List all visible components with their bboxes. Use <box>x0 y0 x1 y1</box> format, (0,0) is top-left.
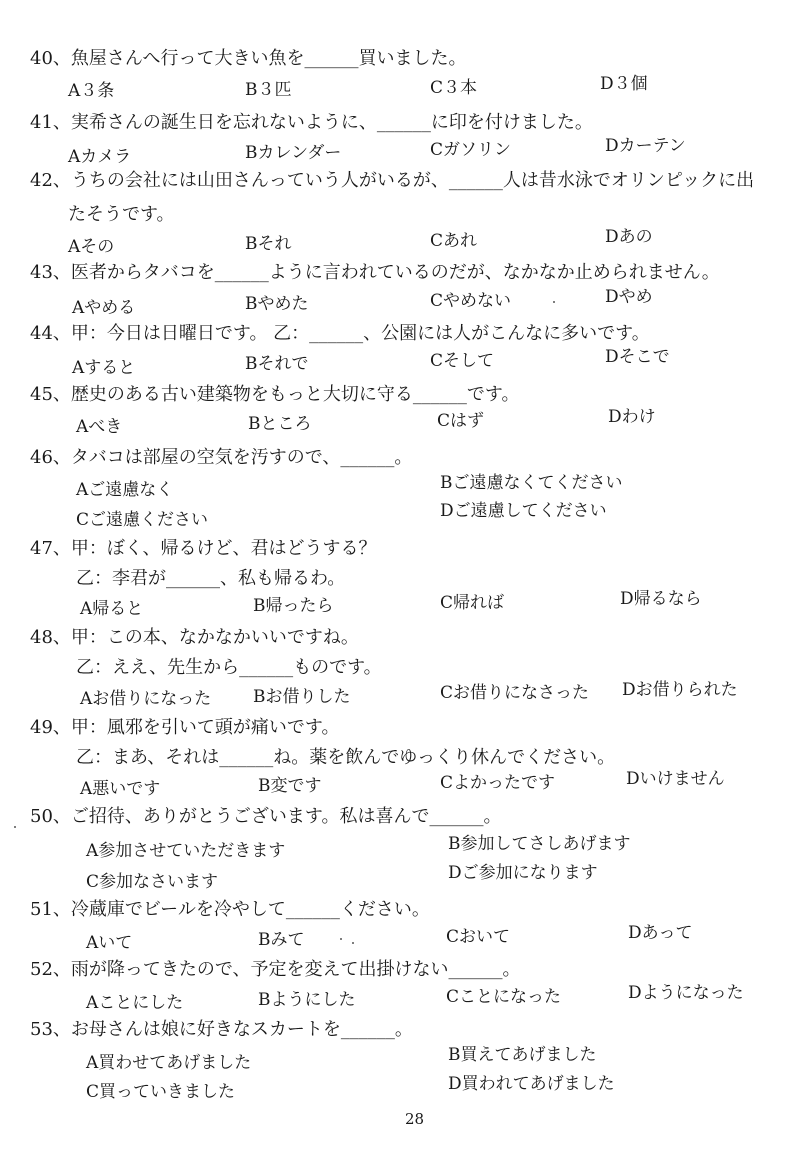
question-44-option-c: Cそして <box>430 351 495 371</box>
question-52-option-c: Cことになった <box>446 987 562 1007</box>
question-45-option-b: Bところ <box>248 414 312 434</box>
question-47-option-c: C帰れば <box>440 593 505 613</box>
question-47-option-a: A帰ると <box>80 599 144 619</box>
question-43-stem: 43、医者からタバコを______ように言われているのだが、なかなか止められません。 <box>30 262 720 283</box>
scan-speck <box>553 301 555 303</box>
question-51-option-b: Bみて <box>258 930 305 950</box>
question-50-option-a: A参加させていただきます <box>86 841 286 861</box>
scan-speck <box>352 942 354 944</box>
question-41-option-b: Bカレンダー <box>245 143 342 163</box>
question-45-option-a: Aべき <box>76 417 123 437</box>
question-51-option-d: Dあって <box>628 923 693 943</box>
page-number: 28 <box>405 1110 425 1128</box>
question-53-option-d: D買われてあげました <box>448 1074 615 1094</box>
question-53-option-c: C買っていきました <box>86 1082 236 1102</box>
question-49-option-a: A悪いです <box>80 779 161 799</box>
question-46-option-d: Dご遠慮してください <box>440 501 607 521</box>
question-51-stem: 51、冷蔵庫でビールを冷やして______ください。 <box>30 899 430 920</box>
scan-speck <box>340 938 342 940</box>
question-44-option-d: Dそこで <box>605 347 670 367</box>
question-53-option-a: A買わせてあげました <box>86 1053 252 1073</box>
question-48-option-a: Aお借りになった <box>80 689 212 709</box>
question-46-option-c: Cご遠慮ください <box>76 510 209 530</box>
question-44-option-a: Aすると <box>72 358 136 378</box>
question-43-option-d: Dやめ <box>605 287 653 307</box>
question-50-option-b: B参加してさしあげます <box>448 834 631 854</box>
question-49-option-b: B変です <box>258 776 322 796</box>
question-40-option-c: C３本 <box>430 78 478 98</box>
question-45-option-d: Dわけ <box>608 407 656 427</box>
question-41-option-a: Aカメラ <box>68 147 132 167</box>
question-49-stem-continued: 乙：まあ、それは______ね。薬を飲んでゆっくり休んでください。 <box>76 747 616 768</box>
question-40-option-b: B３匹 <box>245 80 292 100</box>
question-47-stem-continued: 乙：李君が______、私も帰るわ。 <box>76 568 346 589</box>
question-41-option-c: Cガソリン <box>430 140 512 160</box>
question-42-option-a: Aその <box>68 237 115 257</box>
question-48-option-d: Dお借りられた <box>622 680 738 700</box>
question-47-option-d: D帰るなら <box>620 589 702 609</box>
question-52-stem: 52、雨が降ってきたので、予定を変えて出掛けない______。 <box>30 959 521 980</box>
question-40-option-a: A３条 <box>68 81 115 101</box>
question-49-option-d: Dいけません <box>626 769 725 789</box>
question-44-stem: 44、甲：今日は日曜日です。 乙：______、公園には人がこんなに多いです。 <box>30 323 650 344</box>
question-49-option-c: Cよかったです <box>440 773 556 793</box>
scan-speck <box>14 826 16 828</box>
question-45-stem: 45、歴史のある古い建築物をもっと大切に守る______です。 <box>30 384 520 405</box>
question-41-stem: 41、実希さんの誕生日を忘れないように、______に印を付けました。 <box>30 112 593 133</box>
question-48-option-b: Bお借りした <box>253 687 351 707</box>
question-40-option-d: D３個 <box>600 74 648 94</box>
question-42-stem: 42、うちの会社には山田さんっていう人がいるが、______人は昔水泳でオリンピックに出 <box>30 170 755 191</box>
question-48-stem-continued: 乙：ええ、先生から______ものです。 <box>76 657 382 678</box>
question-42-option-d: Dあの <box>605 227 653 247</box>
question-50-stem: 50、ご招待、ありがとうございます。私は喜んで______。 <box>30 806 502 827</box>
question-42-option-c: Cあれ <box>430 231 478 251</box>
question-48-option-c: Cお借りになさった <box>440 683 590 703</box>
question-43-option-a: Aやめる <box>72 298 136 318</box>
question-46-stem: 46、タバコは部屋の空気を汚すので、______。 <box>30 447 413 468</box>
question-52-option-d: Dようになった <box>628 983 744 1003</box>
question-52-option-b: Bようにした <box>258 990 356 1010</box>
question-47-option-b: B帰ったら <box>253 596 334 616</box>
question-50-option-c: C参加なさいます <box>86 872 219 892</box>
question-47-stem: 47、甲：ぼく、帰るけど、君はどうする？ <box>30 538 377 559</box>
question-51-option-a: Aいて <box>86 933 133 953</box>
question-53-option-b: B買えてあげました <box>448 1045 597 1065</box>
question-43-option-c: Cやめない <box>430 291 512 311</box>
question-50-option-d: Dご参加になります <box>448 863 598 883</box>
question-42-option-b: Bそれ <box>245 234 292 254</box>
question-46-option-b: Bご遠慮なくてください <box>440 473 623 493</box>
question-51-option-c: Cおいて <box>446 927 511 947</box>
question-43-option-b: Bやめた <box>245 294 309 314</box>
question-42-stem-continued: たそうです。 <box>68 204 175 225</box>
question-44-option-b: Bそれで <box>245 354 309 374</box>
question-45-option-c: Cはず <box>437 411 485 431</box>
question-40-stem: 40、魚屋さんへ行って大きい魚を______買いました。 <box>30 48 467 69</box>
question-49-stem: 49、甲：風邪を引いて頭が痛いです。 <box>30 717 340 738</box>
question-46-option-a: Aご遠慮なく <box>76 480 174 500</box>
question-41-option-d: Dカーテン <box>605 136 686 156</box>
question-52-option-a: Aことにした <box>86 993 184 1013</box>
question-48-stem: 48、甲：この本、なかなかいいですね。 <box>30 627 359 648</box>
question-53-stem: 53、お母さんは娘に好きなスカートを______。 <box>30 1019 413 1040</box>
